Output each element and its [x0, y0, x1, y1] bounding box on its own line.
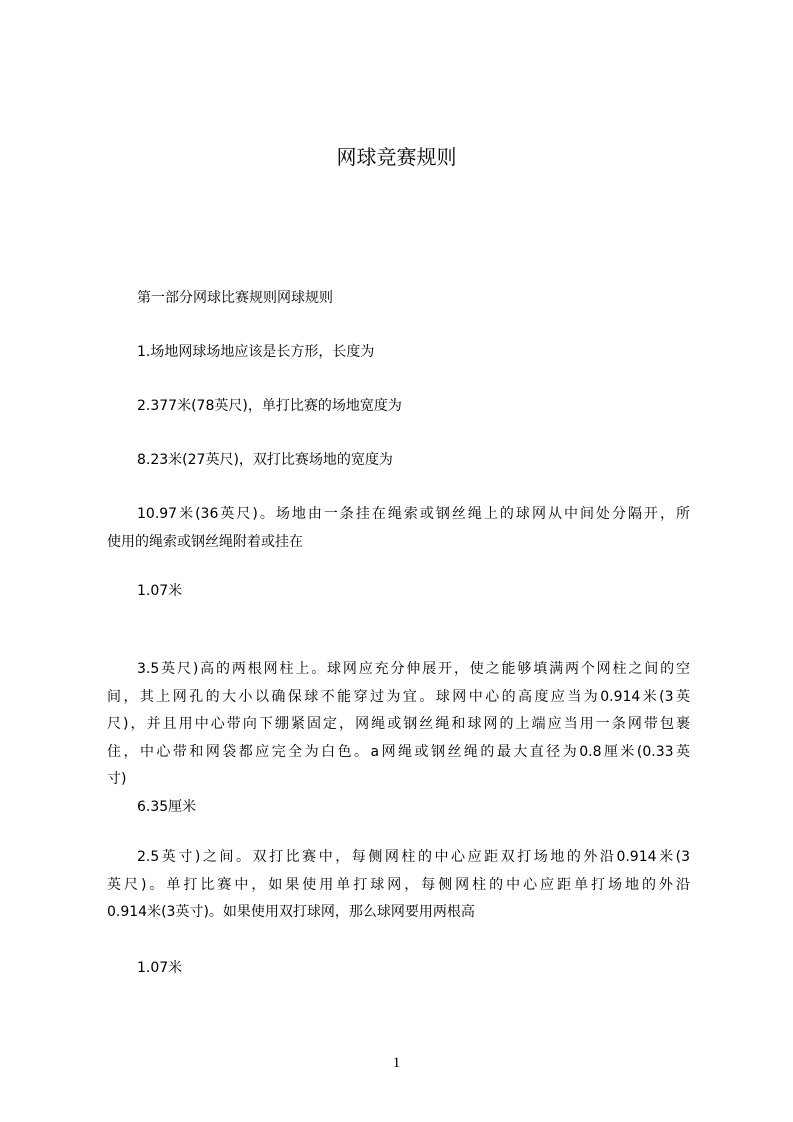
paragraph: [107, 447, 690, 475]
paragraph-line: 1.场地网球场地应该是长方形，长度为: [137, 344, 375, 360]
paragraph: [107, 656, 690, 794]
paragraph: [107, 339, 690, 367]
paragraph-line: 间，其上网孔的大小以确保球不能穿过为宜。球网中心的高度应当为0.914米(3英: [107, 688, 690, 705]
paragraph-line: 10.97米(36英尺)。场地由一条挂在绳索或钢丝绳上的球网从中间处分隔开，所: [137, 506, 690, 522]
paragraph: [107, 393, 690, 421]
paragraph: [107, 578, 690, 606]
paragraph-line: 第一部分网球比赛规则网球规则: [137, 290, 333, 306]
paragraph-line: 8.23米(27英尺)，双打比赛场地的宽度为: [137, 452, 393, 468]
paragraph: [107, 844, 690, 927]
paragraph: [107, 285, 690, 313]
paragraph-line: 1.07米: [137, 960, 183, 976]
paragraph-line: 2.5英寸)之间。双打比赛中，每侧网柱的中心应距双打场地的外沿0.914米(3: [137, 849, 690, 865]
paragraph-line: 2.377米(78英尺)，单打比赛的场地宽度为: [137, 398, 402, 414]
paragraph: [107, 501, 690, 556]
paragraph-line: 0.914米(3英寸)。如果使用双打球网，那么球网要用两根高: [107, 904, 475, 920]
paragraph-line: 寸): [107, 771, 127, 787]
paragraph-line: 英尺)。单打比赛中，如果使用单打球网，每侧网柱的中心应距单打场地的外沿: [107, 876, 690, 893]
paragraph-line: 3.5英尺)高的两根网柱上。球网应充分伸展开，使之能够填满两个网柱之间的空: [137, 661, 690, 677]
paragraph-line: 尺)，并且用中心带向下绷紧固定，网绳或钢丝绳和球网的上端应当用一条网带包裹: [107, 716, 690, 732]
paragraph: [107, 955, 690, 983]
page-number: 1: [392, 1055, 401, 1071]
paragraph-line: 使用的绳索或钢丝绳附着或挂在: [107, 533, 303, 550]
paragraph-line: 1.07米: [137, 583, 183, 599]
document-title: 网球竞赛规则: [336, 145, 457, 169]
paragraph: [107, 794, 690, 822]
paragraph-line: 住，中心带和网袋都应完全为白色。a网绳或钢丝绳的最大直径为0.8厘米(0.33英: [107, 743, 690, 760]
paragraph-line: 6.35厘米: [137, 799, 197, 815]
